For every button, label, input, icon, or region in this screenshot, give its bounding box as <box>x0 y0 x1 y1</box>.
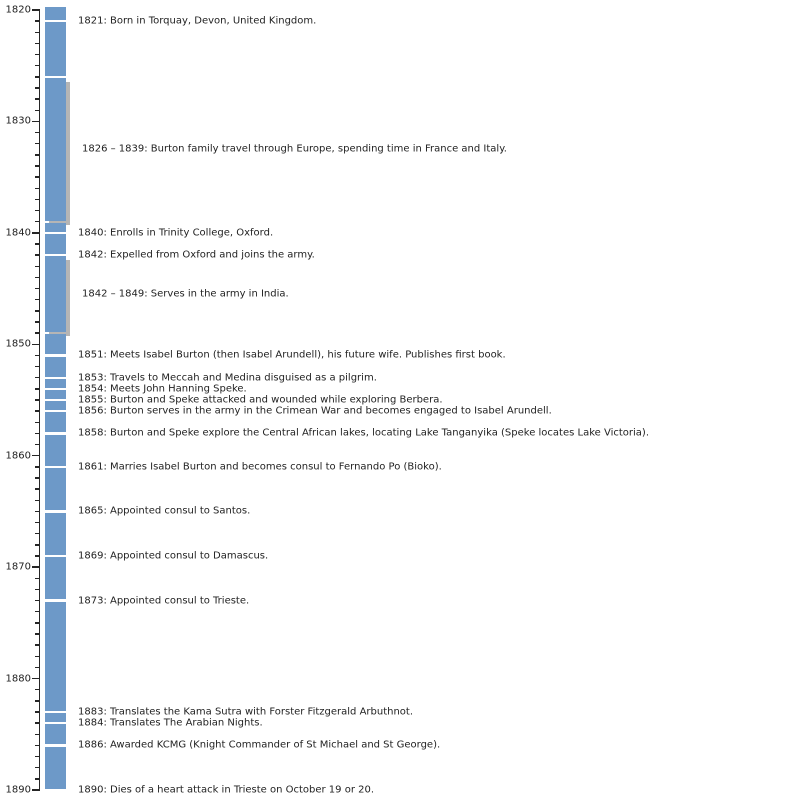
axis-tick-major <box>32 121 39 122</box>
axis-tick-minor <box>35 689 39 690</box>
axis-tick-minor <box>35 611 39 612</box>
axis-tick-minor <box>35 477 39 478</box>
axis-tick-minor <box>35 622 39 623</box>
event-label: 1842 – 1849: Serves in the army in India. <box>82 288 289 300</box>
axis-tick-minor <box>35 43 39 44</box>
axis-tick-minor <box>35 32 39 33</box>
timeline-bar-segment <box>45 379 66 388</box>
axis-tick-label: 1880 <box>5 673 31 685</box>
event-label: 1858: Burton and Speke explore the Central African lakes, locating Lake Tanganyika (Speke locates Lake Victoria). <box>78 427 650 439</box>
axis-tick-minor <box>35 578 39 579</box>
axis-tick-minor <box>35 377 39 378</box>
timeline-bar-segment <box>45 435 66 466</box>
timeline-bar-segment <box>45 7 66 20</box>
axis-tick-minor <box>35 500 39 501</box>
axis-tick-major <box>32 344 39 345</box>
axis-tick-label: 1860 <box>5 450 31 462</box>
event-label: 1886: Awarded KCMG (Knight Commander of St Michael and St George). <box>78 739 441 751</box>
event-label: 1884: Translates The Arabian Nights. <box>78 717 263 729</box>
event-label: 1873: Appointed consul to Trieste. <box>78 595 250 607</box>
axis-tick-minor <box>35 633 39 634</box>
axis-tick-major <box>32 566 39 567</box>
event-label: 1869: Appointed consul to Damascus. <box>78 550 269 562</box>
axis-tick-minor <box>35 410 39 411</box>
axis-tick-minor <box>35 254 39 255</box>
axis-tick-minor <box>35 700 39 701</box>
axis-tick-label: 1840 <box>5 227 31 239</box>
axis-tick-minor <box>35 321 39 322</box>
event-label: 1851: Meets Isabel Burton (then Isabel Arundell), his future wife. Publishes first book. <box>78 349 506 361</box>
axis-tick-minor <box>35 488 39 489</box>
axis-tick-minor <box>35 332 39 333</box>
timeline-bar-segment <box>45 513 66 555</box>
axis-tick-minor <box>35 65 39 66</box>
axis-tick-major <box>32 232 39 233</box>
axis-tick-label: 1830 <box>5 115 31 127</box>
axis-tick-minor <box>35 143 39 144</box>
timeline-bar-segment <box>45 401 66 410</box>
axis-tick-minor <box>35 165 39 166</box>
axis-tick-minor <box>35 544 39 545</box>
axis-tick-minor <box>35 466 39 467</box>
axis-tick-minor <box>35 433 39 434</box>
axis-tick-minor <box>35 778 39 779</box>
timeline-bar-segment <box>45 557 66 599</box>
axis-tick-minor <box>35 600 39 601</box>
axis-tick-minor <box>35 756 39 757</box>
axis-tick-minor <box>35 98 39 99</box>
axis-tick-major <box>32 678 39 679</box>
axis-tick-major <box>32 455 39 456</box>
axis-tick-minor <box>35 310 39 311</box>
timeline-bar-segment <box>45 334 66 354</box>
event-label: 1821: Born in Torquay, Devon, United Kingdom. <box>78 15 317 27</box>
axis-tick-label: 1850 <box>5 338 31 350</box>
axis-tick-minor <box>35 87 39 88</box>
axis-tick-minor <box>35 132 39 133</box>
axis-tick-minor <box>35 355 39 356</box>
axis-tick-minor <box>35 199 39 200</box>
axis-tick-minor <box>35 299 39 300</box>
axis-tick-minor <box>35 210 39 211</box>
event-label: 1854: Meets John Hanning Speke. <box>78 383 247 395</box>
event-label: 1856: Burton serves in the army in the Crimean War and becomes engaged to Isabel Arundell. <box>78 405 552 417</box>
timeline-bar-segment <box>45 713 66 722</box>
timeline-bar-segment <box>45 357 66 377</box>
axis-tick-minor <box>35 366 39 367</box>
timeline-bar-segment <box>45 602 66 711</box>
axis-tick-minor <box>35 745 39 746</box>
axis-tick-minor <box>35 511 39 512</box>
timeline-bar-segment <box>45 412 66 432</box>
timeline-bar-segment <box>45 724 66 744</box>
axis-tick-label: 1820 <box>5 4 31 16</box>
timeline-bar-segment <box>45 22 66 76</box>
range-bar-segment <box>45 256 66 332</box>
event-label: 1842: Expelled from Oxford and joins the army. <box>78 249 315 261</box>
axis-tick-minor <box>35 388 39 389</box>
axis-tick-minor <box>35 767 39 768</box>
axis-tick-minor <box>35 266 39 267</box>
axis-tick-minor <box>35 399 39 400</box>
axis-tick-minor <box>35 644 39 645</box>
axis-tick-minor <box>35 667 39 668</box>
event-label: 1890: Dies of a heart attack in Trieste on October 19 or 20. <box>78 784 375 796</box>
event-label: 1853: Travels to Meccah and Medina disguised as a pilgrim. <box>78 372 377 384</box>
axis-tick-minor <box>35 76 39 77</box>
axis-tick-major <box>32 9 39 10</box>
event-label: 1855: Burton and Speke attacked and wounded while exploring Berbera. <box>78 394 443 406</box>
timeline-bar-segment <box>45 234 66 254</box>
axis-tick-minor <box>35 711 39 712</box>
axis-tick-label: 1870 <box>5 561 31 573</box>
timeline-bar-segment <box>45 468 66 510</box>
axis-tick-minor <box>35 176 39 177</box>
axis-tick-minor <box>35 734 39 735</box>
axis-tick-minor <box>35 154 39 155</box>
event-label: 1840: Enrolls in Trinity College, Oxford. <box>78 227 274 239</box>
axis-tick-minor <box>35 221 39 222</box>
axis-tick-minor <box>35 188 39 189</box>
axis-tick-minor <box>35 722 39 723</box>
axis-tick-minor <box>35 110 39 111</box>
axis-tick-major <box>32 789 39 790</box>
event-label: 1883: Translates the Kama Sutra with Forster Fitzgerald Arbuthnot. <box>78 706 414 718</box>
axis-tick-minor <box>35 589 39 590</box>
event-label: 1826 – 1839: Burton family travel through Europe, spending time in France and Italy. <box>82 143 507 155</box>
axis-tick-label: 1890 <box>5 784 31 796</box>
timeline-bar-segment <box>45 223 66 232</box>
axis-tick-minor <box>35 444 39 445</box>
axis-tick-minor <box>35 243 39 244</box>
axis-tick-minor <box>35 533 39 534</box>
axis-tick-minor <box>35 656 39 657</box>
axis-tick-minor <box>35 422 39 423</box>
axis-tick-minor <box>35 54 39 55</box>
y-axis-spine <box>39 9 40 790</box>
timeline-bar-segment <box>45 390 66 399</box>
axis-tick-minor <box>35 277 39 278</box>
axis-tick-minor <box>35 20 39 21</box>
event-label: 1865: Appointed consul to Santos. <box>78 505 251 517</box>
axis-tick-minor <box>35 555 39 556</box>
event-label: 1861: Marries Isabel Burton and becomes consul to Fernando Po (Bioko). <box>78 461 442 473</box>
timeline-bar-segment <box>45 747 66 789</box>
range-bar-segment <box>45 78 66 221</box>
axis-tick-minor <box>35 522 39 523</box>
axis-tick-minor <box>35 288 39 289</box>
